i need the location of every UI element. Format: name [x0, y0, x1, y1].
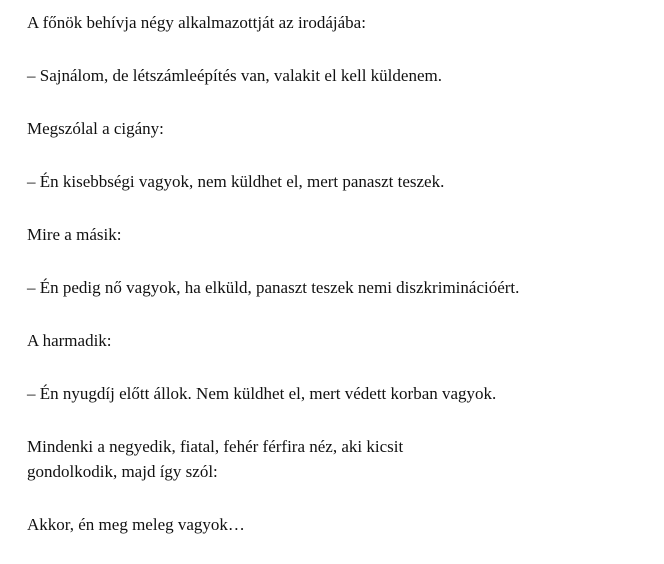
paragraph-third-reply: – Én nyugdíj előtt állok. Nem küldhet el, mert védett korban vagyok.	[27, 384, 497, 403]
paragraph-boss-line: – Sajnálom, de létszámleépítés van, valakit el kell küldenem.	[27, 66, 442, 85]
document-body	[27, 10, 647, 537]
paragraph-intro: A főnök behívja négy alkalmazottját az irodájába:	[27, 13, 366, 32]
paragraph-punchline: Akkor, én meg meleg vagyok…	[27, 515, 245, 534]
paragraph-third-speaker: A harmadik:	[27, 331, 112, 350]
paragraph-second-speaker: Mire a másik:	[27, 225, 122, 244]
paragraph-second-reply: – Én pedig nő vagyok, ha elküld, panaszt teszek nemi diszkriminációért.	[27, 278, 520, 297]
paragraph-first-reply: – Én kisebbségi vagyok, nem küldhet el, mert panaszt teszek.	[27, 172, 445, 191]
paragraph-first-speaker: Megszólal a cigány:	[27, 119, 164, 138]
paragraph-fourth-intro: Mindenki a negyedik, fiatal, fehér férfira néz, aki kicsit gondolkodik, majd így szól:	[27, 437, 404, 481]
